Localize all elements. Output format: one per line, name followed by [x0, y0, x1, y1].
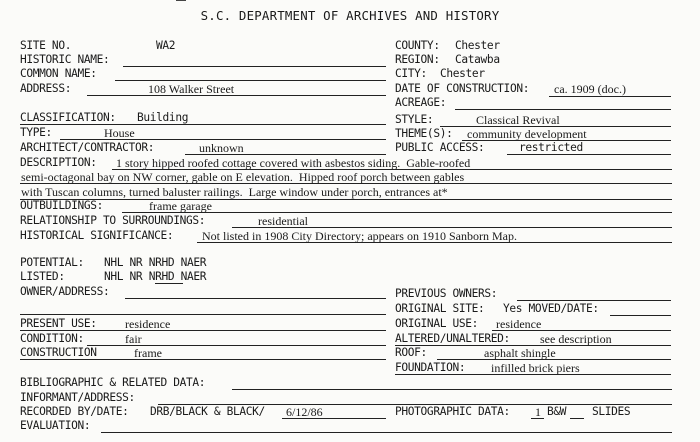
description-line-2: semi-octagonal bay on NW corner, gable on E elevation. Hipped roof porch between gables: [21, 170, 465, 184]
common-name-label: COMMON NAME:: [20, 67, 97, 80]
potential-value: NHL NR NRHD NAER: [104, 256, 207, 269]
recorded-by-date-line: [282, 418, 386, 419]
foundation-line: [395, 374, 671, 375]
city-value: Chester: [440, 67, 485, 80]
public-access-value: restricted: [519, 141, 583, 154]
construction-label: CONSTRUCTION: [20, 346, 97, 359]
altered-value: see description: [540, 332, 612, 346]
site-no-label: SITE NO.: [20, 39, 72, 52]
acreage-line: [455, 109, 671, 110]
description-line-1: 1 story hipped roofed cottage covered with asbestos siding. Gable-roofed: [116, 156, 471, 170]
style-label: STYLE:: [395, 113, 434, 126]
historical-significance-line: [197, 242, 672, 243]
address-label: ADDRESS:: [20, 82, 72, 95]
type-label: TYPE:: [20, 126, 52, 139]
previous-owners-label: PREVIOUS OWNERS:: [395, 287, 498, 300]
photographic-count: 1: [535, 405, 541, 419]
recorded-by-label: RECORDED BY/DATE:: [20, 405, 129, 418]
address-value: 108 Walker Street: [148, 82, 235, 96]
type-line: [60, 139, 386, 140]
present-use-value: residence: [125, 317, 171, 331]
construction-line: [20, 359, 386, 360]
roof-value: asphalt shingle: [484, 346, 556, 360]
page-title: S.C. DEPARTMENT OF ARCHIVES AND HISTORY: [200, 8, 500, 23]
condition-value: fair: [125, 332, 142, 346]
photographic-format: B&W: [547, 405, 567, 418]
outbuildings-label: OUTBUILDINGS:: [20, 199, 104, 212]
owner-address-line: [125, 298, 386, 299]
outbuildings-line: [122, 212, 672, 213]
original-use-value: residence: [496, 317, 542, 331]
type-value: House: [104, 126, 135, 140]
informant-label: INFORMANT/ADDRESS:: [20, 391, 135, 404]
roof-line: [437, 359, 671, 360]
present-use-label: PRESENT USE:: [20, 317, 97, 330]
condition-label: CONDITION:: [20, 332, 84, 345]
architect-line: [185, 154, 386, 155]
historic-name-line: [123, 66, 386, 67]
theme-value: community development: [467, 127, 587, 141]
listed-nrhd-underline: [155, 283, 183, 284]
description-rule-3: [20, 199, 672, 200]
photographic-format-line: [570, 418, 584, 419]
acreage-label: ACREAGE:: [395, 96, 447, 109]
description-rule-2: [20, 183, 672, 184]
present-use-line: [20, 330, 386, 331]
region-label: REGION:: [395, 53, 440, 66]
county-value: Chester: [455, 39, 500, 52]
original-site-label: ORIGINAL SITE:: [395, 302, 485, 315]
architect-label: ARCHITECT/CONTRACTOR:: [20, 141, 155, 154]
city-label: CITY:: [395, 67, 427, 80]
site-no-value: WA2: [156, 39, 176, 52]
date-of-construction-line: [549, 96, 671, 97]
relationship-label: RELATIONSHIP TO SURROUNDINGS:: [20, 214, 206, 227]
county-label: COUNTY:: [395, 39, 440, 52]
historical-significance-value: Not listed in 1908 City Directory; appears on 1910 Sanborn Map.: [202, 229, 517, 243]
bibliographic-label: BIBLIOGRAPHIC & RELATED DATA:: [20, 376, 206, 389]
photographic-label: PHOTOGRAPHIC DATA:: [395, 405, 510, 418]
bibliographic-line: [232, 389, 672, 390]
recorded-by-date: 6/12/86: [286, 405, 323, 419]
common-name-line: [115, 80, 386, 81]
listed-label: LISTED:: [20, 270, 65, 283]
outbuildings-value: frame garage: [149, 199, 212, 213]
relationship-value: residential: [258, 214, 308, 228]
roof-label: ROOF:: [395, 346, 427, 359]
foundation-label: FOUNDATION:: [395, 361, 466, 374]
moved-date-line: [610, 315, 671, 316]
construction-value: frame: [134, 346, 162, 360]
description-line-3: with Tuscan columns, turned baluster railings. Large window under porch, entrances at*: [21, 185, 448, 199]
date-of-construction-value: ca. 1909 (doc.): [554, 82, 626, 96]
altered-label: ALTERED/UNALTERED:: [395, 332, 510, 345]
owner-address-label: OWNER/ADDRESS:: [20, 285, 110, 298]
relationship-line: [232, 227, 672, 228]
evaluation-label: EVALUATION:: [20, 419, 91, 432]
previous-owners-line: [517, 300, 671, 301]
historical-significance-label: HISTORICAL SIGNIFICANCE:: [20, 229, 174, 242]
recorded-by-value: DRB/BLACK & BLACK/: [150, 405, 265, 418]
public-access-label: PUBLIC ACCESS:: [395, 141, 485, 154]
evaluation-line: [101, 432, 672, 433]
region-value: Catawba: [455, 53, 500, 66]
description-label: DESCRIPTION:: [20, 156, 97, 169]
classification-value: Building: [137, 111, 189, 124]
classification-line: [20, 124, 386, 125]
scan-mark: [176, 0, 186, 1]
original-site-value: Yes MOVED/DATE:: [503, 302, 599, 315]
original-use-label: ORIGINAL USE:: [395, 317, 479, 330]
address-line: [87, 95, 386, 96]
classification-label: CLASSIFICATION:: [20, 111, 116, 124]
photographic-count-line: [531, 418, 544, 419]
date-of-construction-label: DATE OF CONSTRUCTION:: [395, 82, 530, 95]
historic-name-label: HISTORIC NAME:: [20, 53, 110, 66]
owner-address-line-2: [20, 314, 386, 315]
potential-label: POTENTIAL:: [20, 256, 84, 269]
photographic-slides: SLIDES: [592, 405, 631, 418]
style-value: Classical Revival: [476, 113, 560, 127]
listed-value: NHL NR NRHD NAER: [104, 270, 207, 283]
foundation-value: infilled brick piers: [491, 361, 580, 375]
condition-line: [87, 345, 386, 346]
public-access-line: [507, 154, 671, 155]
original-use-line: [492, 330, 671, 331]
theme-label: THEME(S):: [395, 127, 453, 140]
architect-value: unknown: [199, 141, 244, 155]
